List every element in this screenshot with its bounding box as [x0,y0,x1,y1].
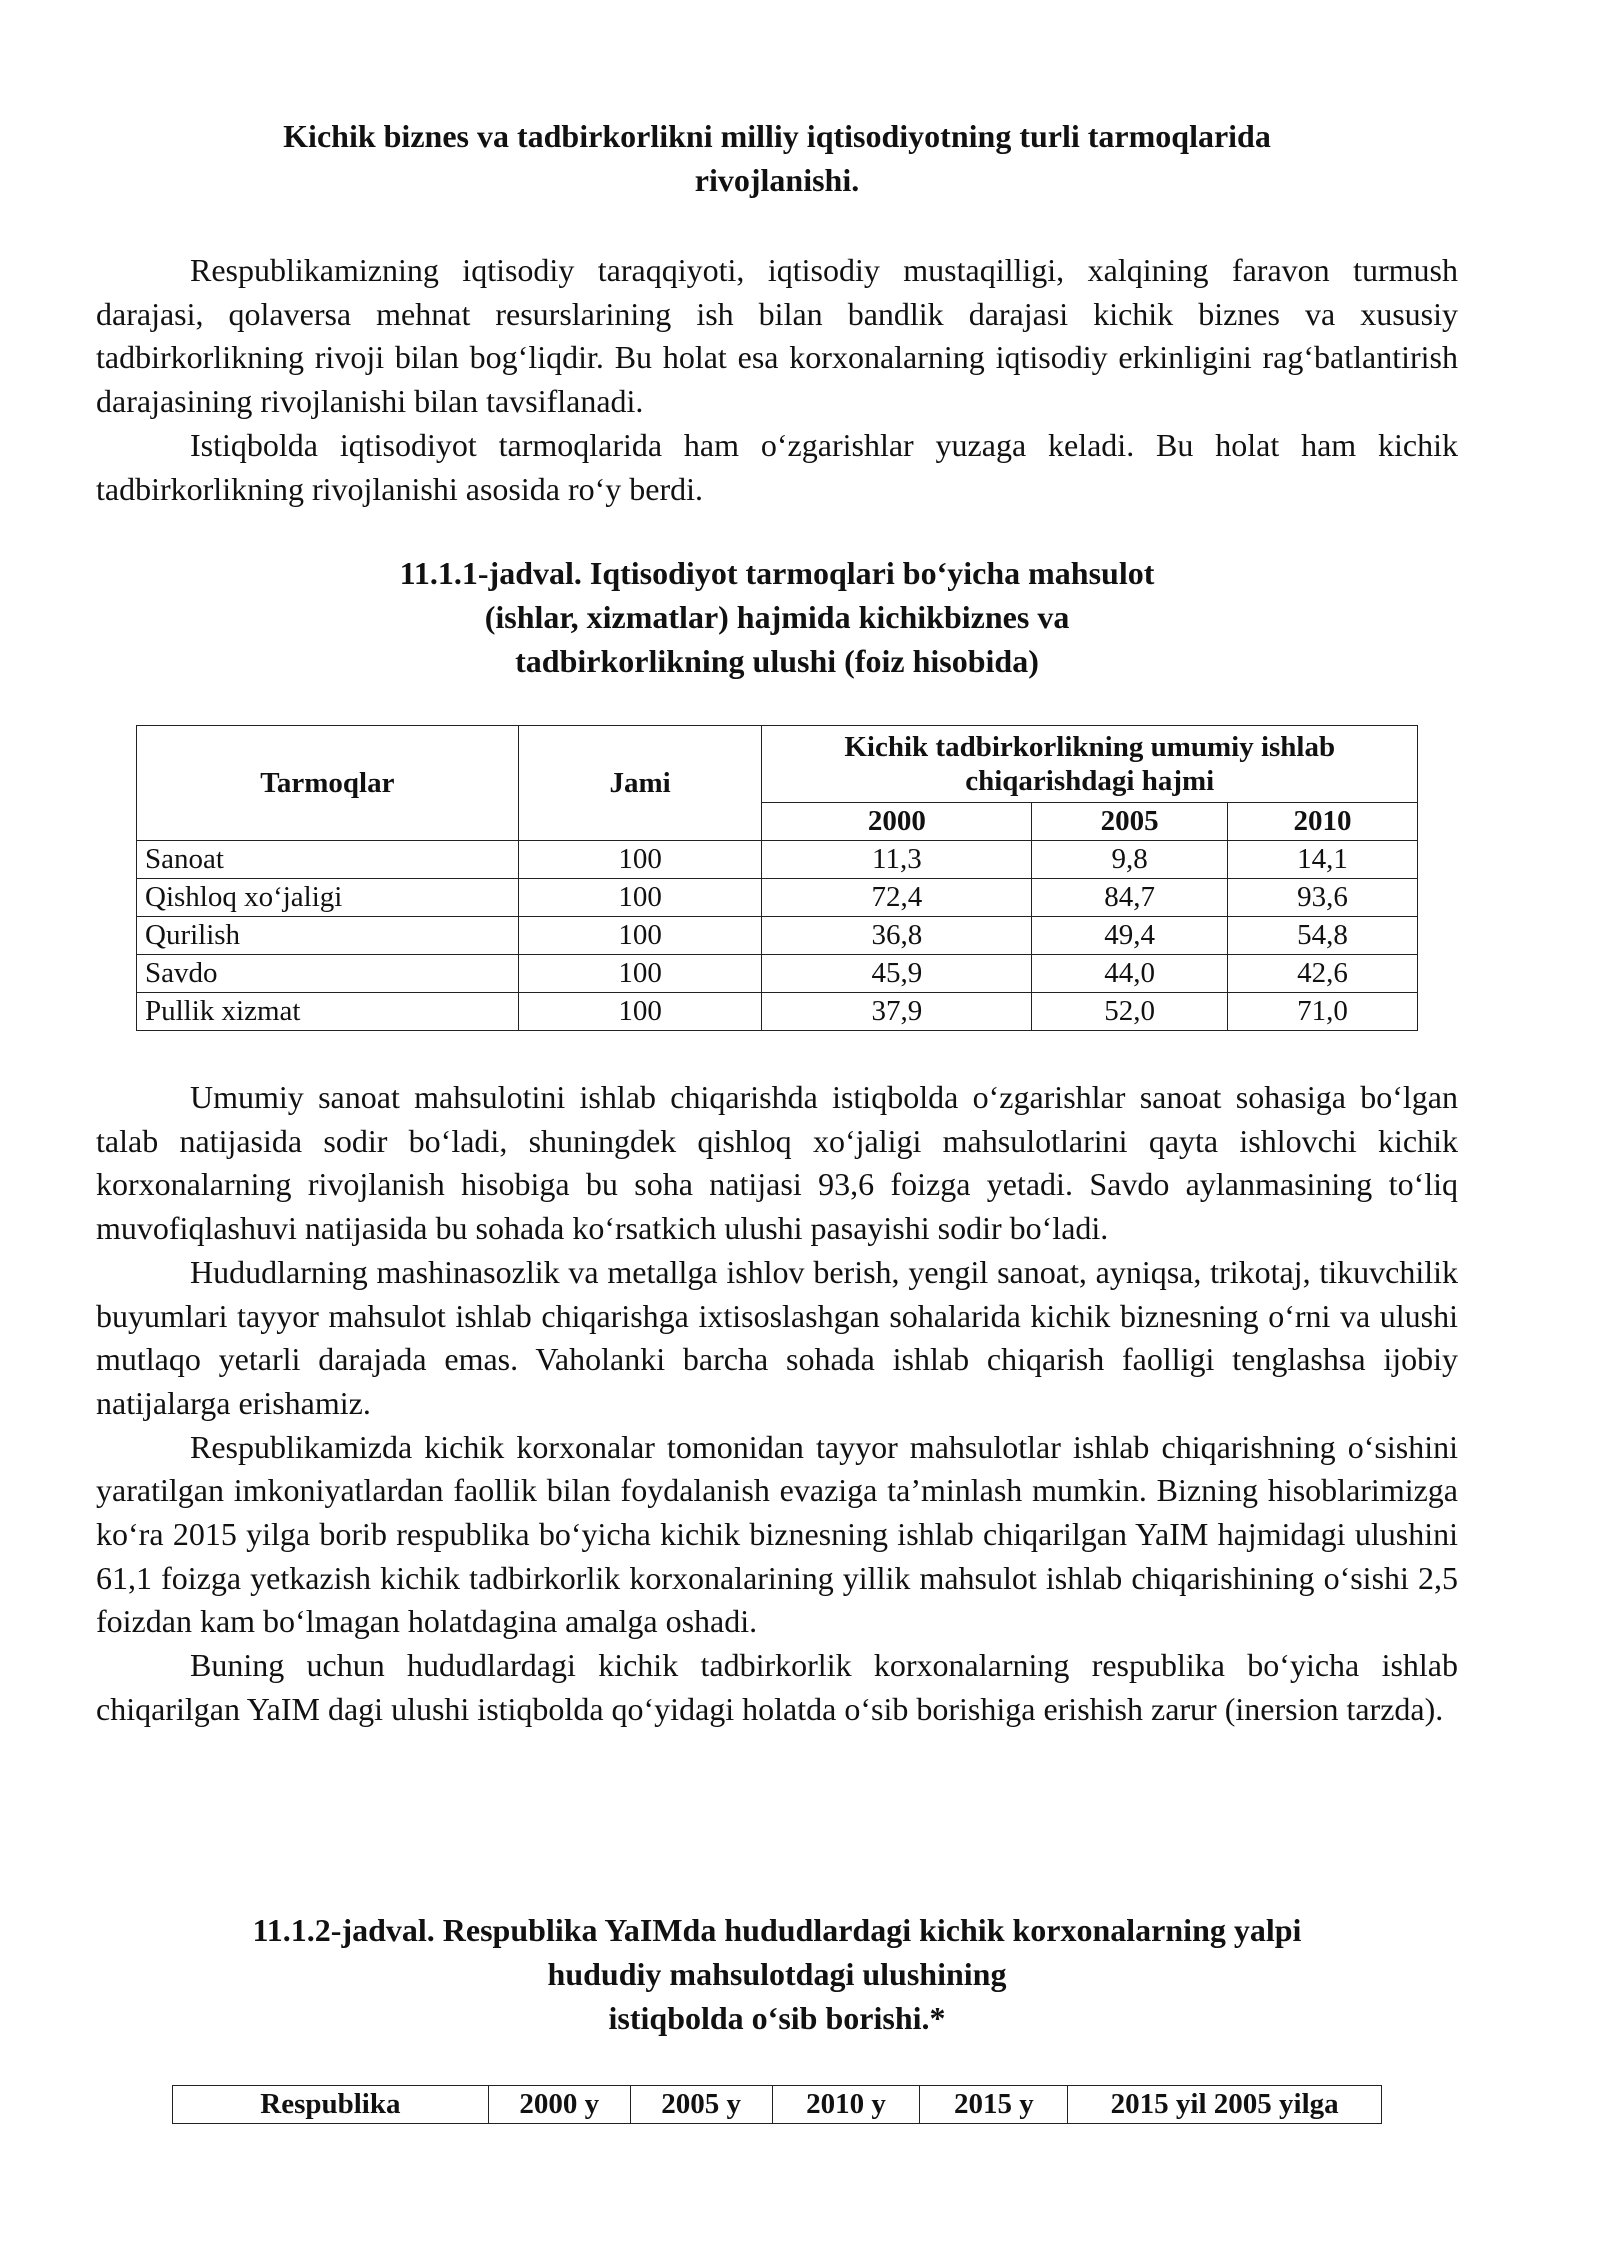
title-line-2: rivojlanishi. [694,162,860,198]
row-total: 100 [518,879,762,917]
section-title [96,114,1458,202]
header-tarmoqlar: Tarmoqlar [137,726,519,841]
row-value-2005: 52,0 [1032,993,1228,1031]
section-title-text [96,114,1458,202]
header-year-2010: 2010 [1228,803,1418,841]
row-name: Sanoat [137,841,519,879]
row-total: 100 [518,917,762,955]
row-value-2010: 71,0 [1228,993,1418,1031]
header-2000: 2000 y [488,2086,630,2124]
row-name: Qurilish [137,917,519,955]
table-row [137,917,1418,955]
row-value-2010: 93,6 [1228,879,1418,917]
row-value-2000: 45,9 [762,955,1032,993]
table-row [137,955,1418,993]
row-name: Pullik xizmat [137,993,519,1031]
table-row [137,841,1418,879]
body-paragraph-1: Umumiy sanoat mahsulotini ishlab chiqarishda istiqbolda o‘zgarishlar sanoat sohasiga bo‘lgan talab natijasida sodir bo‘ladi, shuningdek qishloq xo‘jaligi mahsulotlarini qayta ishlovchi kichik korxonalarning rivojlanish hisobiga bu soha natijasi 93,6 foizga yetadi. Savdo aylanmasining to‘liq muvofiqlashuvi natijasida bu sohada ko‘rsatkich ulushi pasayishi sodir bo‘ladi. [96,1079,1458,1247]
row-value-2010: 14,1 [1228,841,1418,879]
body-paragraph-2: Hududlarning mashinasozlik va metallga ishlov berish, yengil sanoat, ayniqsa, trikotaj, tikuvchilik buyumlari tayyor mahsulot ishlab chiqarishga ixtisoslashgan sohalarida kichik biznesning o‘rni va ulushi mutlaqo yetarli darajada emas. Vaholanki barcha sohada ishlab chiqarish faolligi tenglashsa ijobiy natijalarga erishamiz. [96,1253,1458,1421]
row-value-2005: 84,7 [1032,879,1228,917]
row-name: Qishloq xo‘jaligi [137,879,519,917]
row-value-2000: 72,4 [762,879,1032,917]
row-value-2010: 54,8 [1228,917,1418,955]
header-2005: 2005 y [630,2086,772,2124]
row-value-2000: 11,3 [762,841,1032,879]
row-value-2005: 9,8 [1032,841,1228,879]
header-jami: Jami [518,726,762,841]
header-year-2000: 2000 [762,803,1032,841]
table2-caption-line-1: 11.1.2-jadval. Respublika YaIMda hududlardagi kichik korxonalarning yalpi [252,1912,1302,1948]
table-header-row [137,726,1418,803]
body-paragraph-4: Buning uchun hududlardagi kichik tadbirkorlik korxonalarning respublika bo‘yicha ishlab chiqarilgan YaIM dagi ulushi istiqbolda qo‘yidagi holatda o‘sib borishiga erishish zarur (inersion tarzda). [96,1647,1458,1727]
table1-caption-line-2: (ishlar, xizmatlar) hajmida kichikbiznes va [484,599,1070,635]
title-line-1: Kichik biznes va tadbirkorlikni milliy iqtisodiyotning turli tarmoqlarida [283,118,1271,154]
row-value-2005: 44,0 [1032,955,1228,993]
row-value-2000: 37,9 [762,993,1032,1031]
header-2015-to-2005: 2015 yil 2005 yilga [1068,2086,1382,2124]
table-header-row [173,2086,1382,2124]
regional-share-table [172,2085,1382,2124]
header-2015: 2015 y [920,2086,1068,2124]
row-value-2010: 42,6 [1228,955,1418,993]
row-name: Savdo [137,955,519,993]
body-text [96,1076,1458,1732]
table2-caption-line-2: hududiy mahsulotdagi ulushining [547,1956,1007,1992]
table1-caption-line-1: 11.1.1-jadval. Iqtisodiyot tarmoqlari bo‘yicha mahsulot [399,555,1155,591]
body-paragraph-3: Respublikamizda kichik korxonalar tomonidan tayyor mahsulotlar ishlab chiqarishning o‘sishini yaratilgan imkoniyatlardan faollik bilan foydalanish evaziga ta’minlash mumkin. Bizning hisoblarimizga ko‘ra 2015 yilga borib respublika bo‘yicha kichik biznesning ishlab chiqarilgan YaIM hajmidagi ulushini 61,1 foizga yetkazish kichik tadbirkorlik korxonalarining yillik mahsulot ishlab chiqarishining o‘sishi 2,5 foizdan kam bo‘lmagan holatdagina amalga oshadi. [96,1428,1458,1640]
row-value-2000: 36,8 [762,917,1032,955]
header-2010: 2010 y [772,2086,920,2124]
row-value-2005: 49,4 [1032,917,1228,955]
sector-share-table [136,725,1418,1031]
header-respublika: Respublika [173,2086,489,2124]
intro-paragraph-1: Respublikamizning iqtisodiy taraqqiyoti, iqtisodiy mustaqilligi, xalqining faravon turmush darajasi, qolaversa mehnat resurslarining ish bilan bandlik darajasi kichik biznes va xususiy tadbirkorlikning rivoji bilan bog‘liqdir. Bu holat esa korxonalarning iqtisodiy erkinligini rag‘batlantirish darajasining rivojlanishi bilan tavsiflanadi. [96,252,1458,420]
header-group: Kichik tadbirkorlikning umumiy ishlab chiqarishdagi hajmi [762,726,1418,803]
intro-text [96,249,1458,511]
row-total: 100 [518,993,762,1031]
table2-caption [96,1908,1458,2040]
table-row [137,993,1418,1031]
row-total: 100 [518,955,762,993]
table-row [137,879,1418,917]
table1-caption [96,551,1458,683]
row-total: 100 [518,841,762,879]
table2-caption-line-3: istiqbolda o‘sib borishi.* [608,2000,946,2036]
header-year-2005: 2005 [1032,803,1228,841]
table1-caption-line-3: tadbirkorlikning ulushi (foiz hisobida) [515,643,1039,679]
intro-paragraph-2: Istiqbolda iqtisodiyot tarmoqlarida ham o‘zgarishlar yuzaga keladi. Bu holat ham kichik tadbirkorlikning rivojlanishi asosida ro‘y berdi. [96,426,1458,507]
